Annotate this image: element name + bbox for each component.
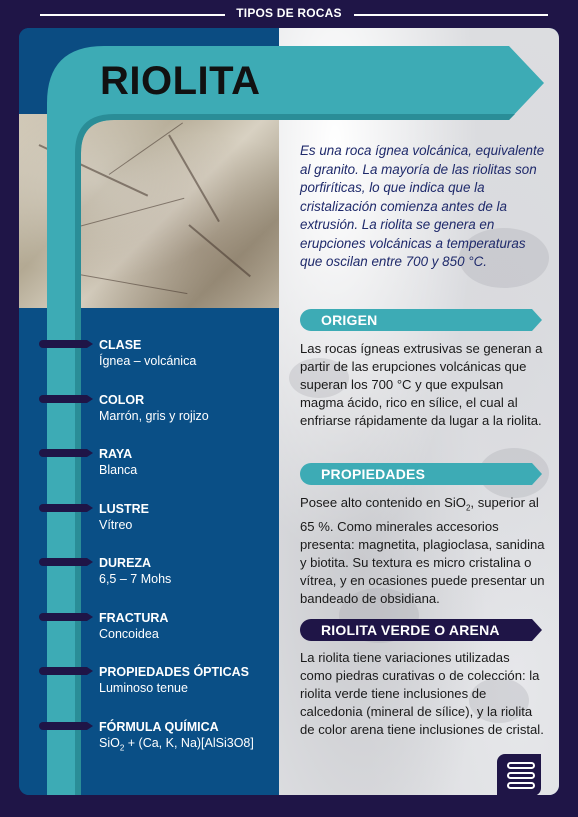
property-tab-marker xyxy=(39,395,87,403)
page-title: RIOLITA xyxy=(100,59,261,103)
property-formula-quimica xyxy=(99,719,274,757)
section-body-propiedades: Posee alto contenido en SiO$_2$, superior al 65 %. Como minerales accesorios presenta: magnetita, plagioclasa, sanidina y biotita. Su textura es micro cristalina o vítrea, y en ocasiones puede presentar un bandeado de obsidiana. xyxy=(300,495,545,606)
section-heading-riolita-verde xyxy=(300,619,540,641)
property-value: Ígnea – volcánica xyxy=(99,354,197,368)
property-propiedades-opticas xyxy=(99,664,274,697)
property-value: Luminoso tenue xyxy=(99,681,188,695)
section-heading-propiedades xyxy=(300,463,540,485)
property-label: FRACTURA xyxy=(99,611,169,625)
rock-card xyxy=(19,28,559,795)
property-color xyxy=(99,392,274,425)
property-label: DUREZA xyxy=(99,556,152,570)
property-tab-marker xyxy=(39,613,87,621)
property-value: 6,5 – 7 Mohs xyxy=(99,572,172,586)
section-heading-label: PROPIEDADES xyxy=(321,466,426,482)
property-tab-marker xyxy=(39,449,87,457)
property-label: PROPIEDADES ÓPTICAS xyxy=(99,665,250,679)
property-value: Marrón, gris y rojizo xyxy=(99,409,209,423)
title-banner xyxy=(19,28,559,158)
intro-text: Es una roca ígnea volcánica, equivalente al granito. La mayoría de las riolitas son porfiríticas, lo que indica que la cristalización comienza antes de la extrusión. La riolita se genera en erupciones volcánicas a temperaturas que oscilan entre 700 y 850 °C. xyxy=(300,143,545,269)
property-label: LUSTRE xyxy=(99,502,149,516)
property-label: FÓRMULA QUÍMICA xyxy=(99,720,219,734)
section-body-origen: Las rocas ígneas extrusivas se generan a partir de las erupciones volcánicas que superan los 700 °C y que expulsan magma ácido, rico en sílice, el cual al enfriarse rápidamente da lugar a la riolita. xyxy=(300,341,543,428)
property-label: CLASE xyxy=(99,338,142,352)
property-label: RAYA xyxy=(99,447,133,461)
property-value: SiO$_2$ + (Ca, K, Na)[AlSi3O8] xyxy=(99,736,254,753)
section-heading-label: ORIGEN xyxy=(321,312,378,328)
property-clase xyxy=(99,337,274,370)
property-tab-marker xyxy=(39,558,87,566)
top-bar xyxy=(0,0,578,28)
property-tab-marker xyxy=(39,340,87,348)
section-heading-origen xyxy=(300,309,540,331)
property-dureza xyxy=(99,555,274,588)
property-tab-marker xyxy=(39,722,87,730)
property-value: Concoidea xyxy=(99,627,159,641)
property-lustre xyxy=(99,501,274,534)
property-raya xyxy=(99,446,274,479)
property-tab-marker xyxy=(39,504,87,512)
stack-menu-icon[interactable] xyxy=(497,754,541,796)
section-body-riolita-verde: La riolita tiene variaciones utilizadas como piedras curativas o de colección: la riolita verde tiene inclusiones de calcedonia (mineral de sílice), y la riolita de color arena tiene inclusiones de cristal. xyxy=(300,650,544,737)
category-label: TIPOS DE ROCAS xyxy=(236,6,342,20)
property-fractura xyxy=(99,610,274,643)
property-label: COLOR xyxy=(99,393,145,407)
top-rule-right xyxy=(354,14,548,16)
property-tab-marker xyxy=(39,667,87,675)
section-heading-label: RIOLITA VERDE O ARENA xyxy=(321,622,500,638)
property-value: Blanca xyxy=(99,463,138,477)
property-value: Vítreo xyxy=(99,518,133,532)
